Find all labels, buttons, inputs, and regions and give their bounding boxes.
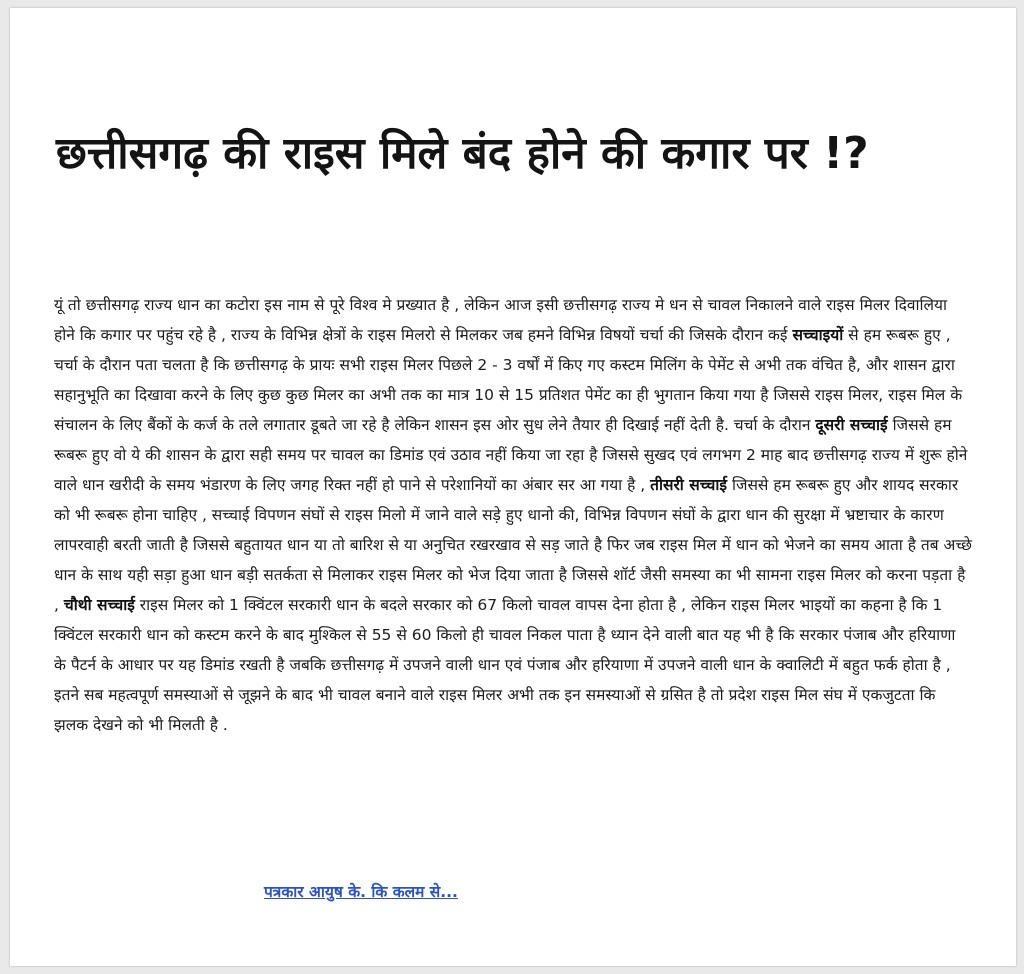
bold-phrase-truths: सच्चाइयों: [792, 326, 844, 344]
byline-link[interactable]: पत्रकार आयुष के. कि कलम से...: [264, 883, 458, 901]
body-text: राइस मिलर को 1 क्विंटल सरकारी धान के बदले सरकार को 67 किलो चावल वापस देना होता है , लेकिन राइस मिलर भाइयों का कहना है कि 1 क्विंटल सरकारी धान को कस्टम करने के बाद मुश्किल से 55 से 60 किलो ही चावल निकल पाता है ध्यान देने वाली बात यह भी है कि सरकार पंजाब और हरियाणा के पैटर्न के आधार पर यह डिमांड रखती है जबकि छत्तीसगढ़ में उपजने वाली धान एवं पंजाब और हरियाणा में उपजने वाली धान के क्वालिटी में बहुत फर्क होता है , इतने सब महत्वपूर्ण समस्याओं से जूझने के बाद भी चावल बनाने वाले राइस मिलर अभी तक इन समस्याओं से ग्रसित है तो प्रदेश राइस मिल संघ में एकजुटता कि झलक देखने को भी मिलती है .: [54, 596, 956, 734]
body-text: जिससे हम रूबरू हुए वो ये की शासन के द्वारा सही समय पर चावल का डिमांड एवं उठाव नहीं किया जा रहा है जिससे सुखद एवं लगभग 2 माह बाद छत्तीसगढ़ राज्य में शुरू होने वाले धान खरीदी के समय भंडारण के लिए जगह रिक्त नहीं हो पाने से परेशानियों का अंबार सर आ गया है ,: [54, 416, 968, 494]
body-text: से हम रूबरू हुए , चर्चा के दौरान पता चलता है कि छत्तीसगढ़ के प्रायः सभी राइस मिलर पिछले 2 - 3 वर्षों में किए गए कस्टम मिलिंग के पेमेंट से अभी तक वंचित है, और शासन द्वारा सहानुभूति का दिखावा करने के लिए कुछ कुछ मिलर का अभी तक का मात्र 10 से 15 प्रतिशत पेमेंट का ही भुगतान किया गया है जिससे राइस मिलर, राइस मिल के संचालन के लिए बैंकों के कर्ज के तले लगातार डूबते जा रहे है लेकिन शासन इस ओर सुध लेने तैयार ही दिखाई नहीं देती है. चर्चा के दौरान: [54, 326, 963, 434]
article-body: [54, 290, 972, 740]
bold-phrase-third-truth: तीसरी सच्चाई: [650, 476, 728, 494]
body-text: यूं तो छत्तीसगढ़ राज्य धान का कटोरा इस नाम से पूरे विश्व मे प्रख्यात है , लेकिन आज इसी छत्तीसगढ़ राज्य मे धन से चावल निकालने वाले राइस मिलर दिवालिया होने कि कगार पर पहुंच रहे है , राज्य के विभिन्न क्षेत्रों के राइस मिलरो से मिलकर जब हमने विभिन्न विषयों चर्चा की जिसके दौरान कई: [54, 296, 948, 344]
bold-phrase-fourth-truth: चौथी सच्चाई: [63, 596, 135, 614]
body-text: जिससे हम रूबरू हुए और शायद सरकार को भी रूबरू होना चाहिए , सच्चाई विपणन संघों से राइस मिलो में जाने वाले सड़े हुए धानो की, विभिन्न विपणन संघों के द्वारा धान की सुरक्षा में भ्रष्टाचार के कारण लापरवाही बरती जाती है जिससे बहुतायत धान या तो बारिश से या अनुचित रखरखाव से सड़ जाते है फिर जब राइस मिल में धान को भेजने का समय आता है तब अच्छे धान के साथ यही सड़ा हुआ धान बड़ी सतर्कता से मिलाकर राइस मिलर को भेज दिया जाता है जिससे शॉर्ट जैसी समस्या का भी सामना राइस मिलर को करना पड़ता है ,: [54, 476, 972, 614]
document-page: [10, 8, 1016, 966]
bold-phrase-second-truth: दूसरी सच्चाई: [815, 416, 888, 434]
article-title: छत्तीसगढ़ की राइस मिले बंद होने की कगार पर !?: [56, 128, 869, 179]
